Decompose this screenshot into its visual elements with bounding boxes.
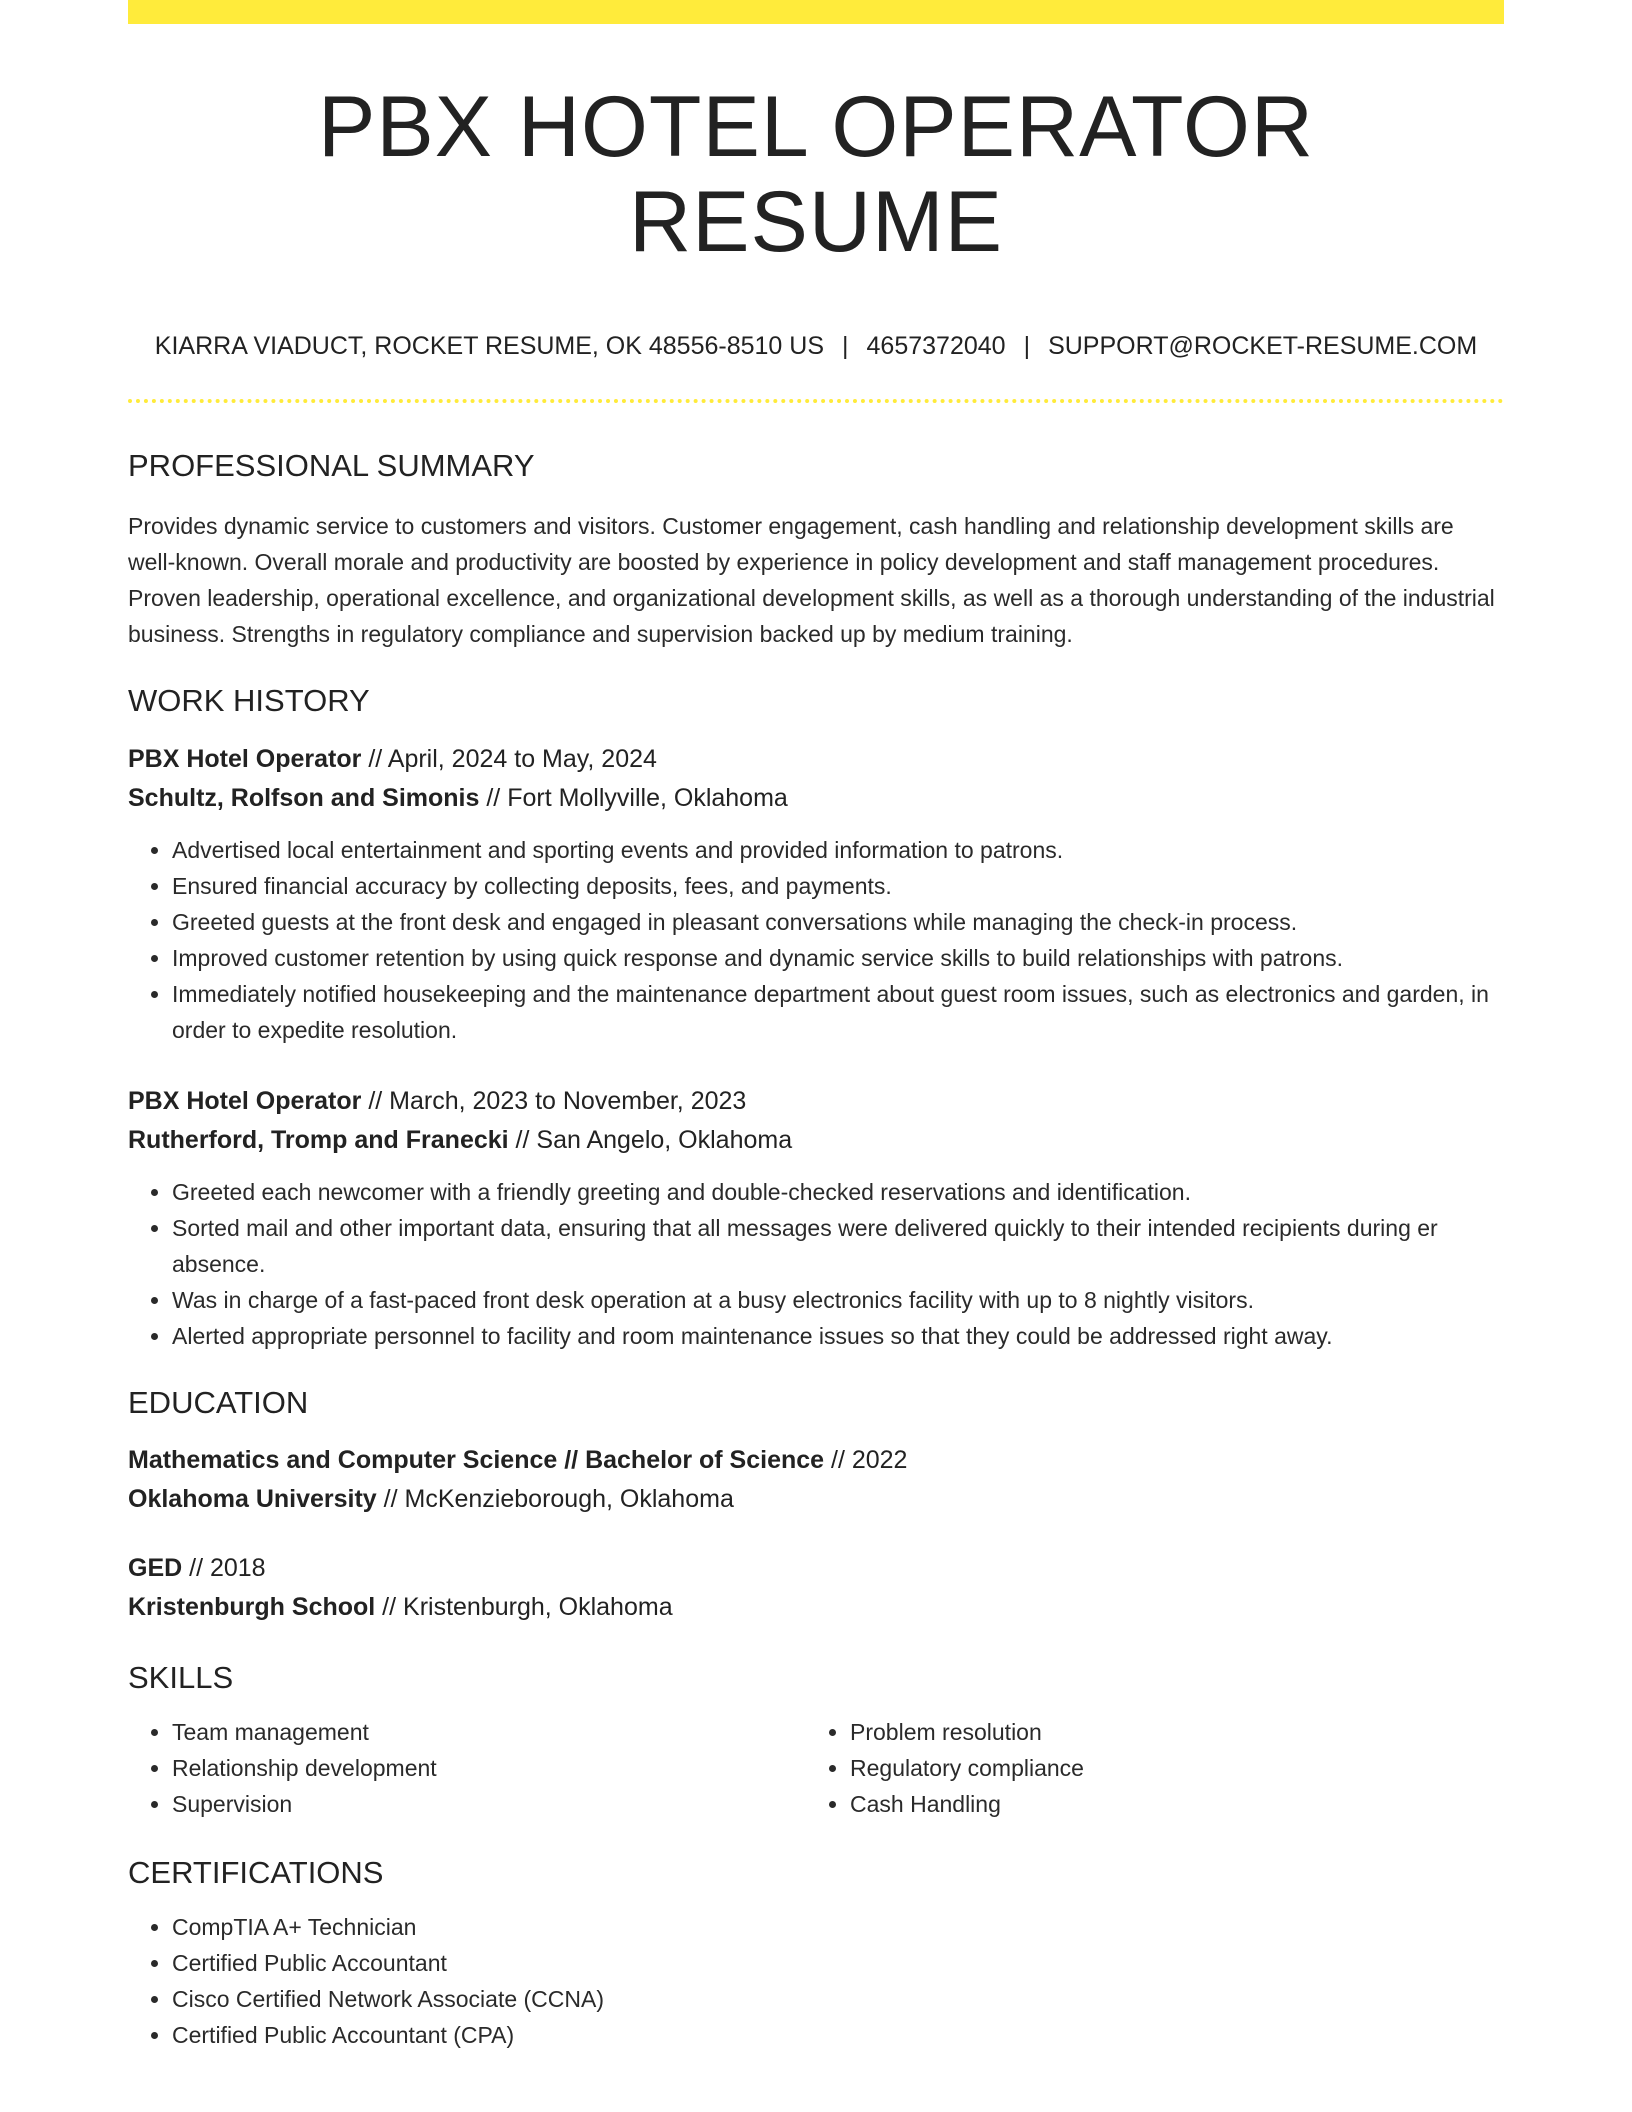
graduation-year: // 2018 [182,1553,266,1582]
education-heading: EDUCATION [128,1384,309,1420]
contact-address: KIARRA VIADUCT, ROCKET RESUME, OK 48556-8510 US [154,332,825,361]
contact-line [128,331,1504,361]
job-company: Schultz, Rolfson and Simonis [128,783,480,812]
job-bullet: • Was in charge of a fast-paced front desk operation at a busy electronics facility with up to 8 nightly visitors. [172,1282,1504,1318]
certification-item: • Certified Public Accountant (CPA) [172,2017,1504,2053]
job-bullet: • Advertised local entertainment and sporting events and provided information to patrons. [172,832,1504,868]
certification-item: • CompTIA A+ Technician [172,1909,1504,1945]
skill-item: • Regulatory compliance [850,1750,1484,1786]
contact-phone: 4657372040 [866,332,1006,361]
degree: Mathematics and Computer Science // Bachelor of Science [128,1445,825,1474]
job-location: // San Angelo, Oklahoma [508,1125,793,1154]
job-entry [128,740,1504,1048]
school-line [128,1588,1504,1627]
job-company-line [128,779,1504,818]
skills-list-right [806,1714,1484,1822]
job-company-line [128,1121,1504,1160]
job-company: Rutherford, Tromp and Franecki [128,1125,509,1154]
job-bullet: • Immediately notified housekeeping and the maintenance department about guest room issues, such as electronics and garden, in order to expedite resolution. [172,976,1504,1048]
skill-item: • Cash Handling [850,1786,1484,1822]
job-bullet: • Ensured financial accuracy by collecting deposits, fees, and payments. [172,868,1504,904]
skill-item: • Supervision [172,1786,806,1822]
skill-item: • Problem resolution [850,1714,1484,1750]
certification-item: • Certified Public Accountant [172,1945,1504,1981]
job-bullet: • Sorted mail and other important data, ensuring that all messages were delivered quickly to their intended recipients during er absence. [172,1210,1504,1282]
degree-line [128,1441,1504,1480]
summary-text: Provides dynamic service to customers and visitors. Customer engagement, cash handling and relationship development skills are well-known. Overall morale and productivity are boosted by experience in policy development and staff management procedures. Proven leadership, operational excellence, and organizational development skills, as well as a thorough understanding of the industrial business. Strengths in regulatory compliance and supervision backed up by medium training. [128,513,1495,648]
resume-page [128,0,1504,2053]
graduation-year: // 2022 [824,1445,908,1474]
school-line [128,1480,1504,1519]
skills-heading: SKILLS [128,1659,234,1695]
skills-list-left [128,1714,806,1822]
contact-separator: | [1023,332,1031,361]
job-title-line [128,1082,1504,1121]
work-history-heading: WORK HISTORY [128,683,370,719]
job-title-line [128,740,1504,779]
skill-item: • Team management [172,1714,806,1750]
job-location: // Fort Mollyville, Oklahoma [479,783,788,812]
certifications-list [128,1909,1504,2053]
school-location: // McKenzieborough, Oklahoma [376,1484,734,1513]
degree: GED [128,1553,183,1582]
job-bullet: • Alerted appropriate personnel to facility and room maintenance issues so that they could be addressed right away. [172,1318,1504,1354]
job-entry [128,1082,1504,1354]
contact-email: SUPPORT@ROCKET-RESUME.COM [1048,332,1478,361]
education-entry [128,1549,1504,1627]
school-location: // Kristenburgh, Oklahoma [375,1592,673,1621]
education-entry [128,1441,1504,1519]
certification-item: • Cisco Certified Network Associate (CCNA) [172,1981,1504,2017]
skill-item: • Relationship development [172,1750,806,1786]
school-name: Oklahoma University [128,1484,377,1513]
degree-line [128,1549,1504,1588]
resume-title: PBX HOTEL OPERATOR RESUME [317,79,1315,270]
accent-top-bar [128,0,1504,24]
job-bullet: • Improved customer retention by using quick response and dynamic service skills to build relationships with patrons. [172,940,1504,976]
job-bullet: • Greeted guests at the front desk and engaged in pleasant conversations while managing the check-in process. [172,904,1504,940]
job-dates: // April, 2024 to May, 2024 [361,744,657,773]
job-bullet: • Greeted each newcomer with a friendly greeting and double-checked reservations and identification. [172,1174,1504,1210]
skills-columns [128,1714,1504,1822]
certifications-heading: CERTIFICATIONS [128,1854,384,1890]
dotted-divider [128,399,1504,403]
job-title: PBX Hotel Operator [128,744,362,773]
job-title: PBX Hotel Operator [128,1086,362,1115]
summary-heading: PROFESSIONAL SUMMARY [128,448,535,484]
job-bullet-list [128,832,1504,1048]
contact-separator: | [842,332,849,361]
job-bullet-list [128,1174,1504,1354]
job-dates: // March, 2023 to November, 2023 [361,1086,747,1115]
school-name: Kristenburgh School [128,1592,376,1621]
